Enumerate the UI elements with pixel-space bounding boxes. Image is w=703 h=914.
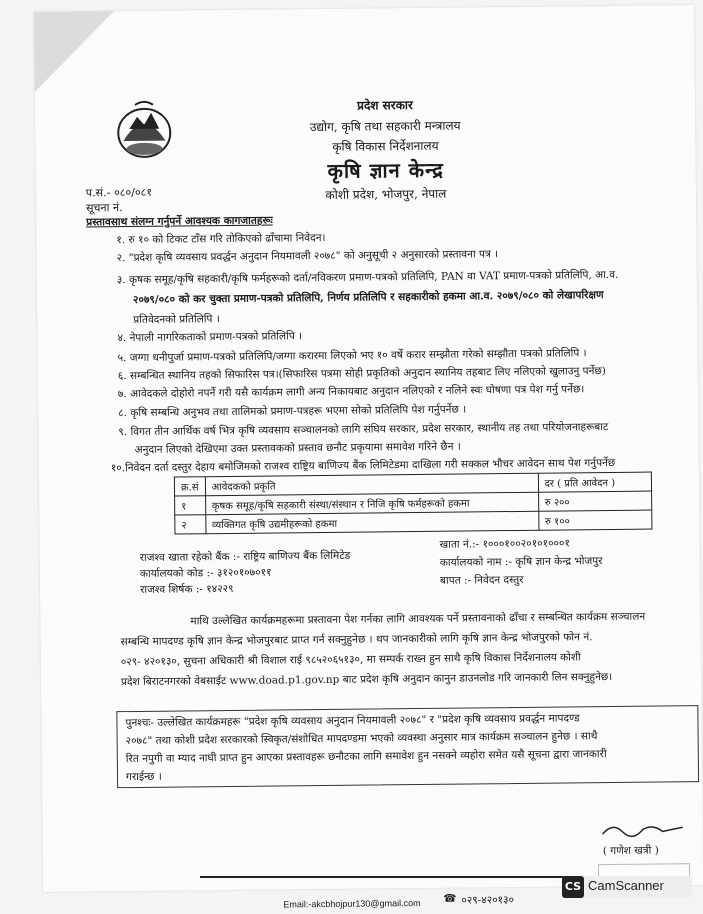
table-row (175, 510, 652, 534)
list-item: प्रतिवेदनको प्रतिलिपि । (133, 313, 220, 326)
list-item: १०.निवेदन दर्ता दस्तुर देहाय बमोजिमको राजश्व राष्ट्रिय बाणिज्य बैंक लिमिटेडमा दाखिला गरी सक्कल भौचर आवेदन साथ पेश गर्नुपर्नेछ (110, 456, 616, 475)
document-sheet (34, 5, 703, 910)
list-item: २०७९/०८० को कर चुक्ता प्रमाण-पत्रको प्रतिलिपि, निर्णय प्रतिलिपि र सहकारीको हकमा आ.व. २०७९/०८० को लेखापरिक्षण (132, 289, 604, 306)
account-number: खाता नं.:- १०००१००२०१०१०००१ (439, 537, 570, 551)
signatory-name: ( गणेश खत्री ) (602, 844, 659, 858)
revenue-heading: राजश्व शिर्षक :- १४२२९ (139, 582, 234, 596)
fee-table (174, 472, 652, 535)
list-item: १. रु १० को टिकट टाँस गरि तोकिएको ढाँचामा निवेदन। (116, 231, 326, 247)
telephone-icon: ☎ (443, 892, 457, 905)
postscript-line: २०७८" तथा कोशी प्रदेश सरकारको स्विकृत/संशोधित मापदण्डमा भएको व्यवस्था अनुसार मात्र कार्यक्रम सञ्चालन हुनेछ । साथै (125, 730, 598, 748)
list-item: ६. सम्बन्धित स्थानिय तहको सिफारिस पत्र।(सिफारिस पत्रमा सोही प्रकृतिको अनुदान स्थानिय तहबाट लिए नलिएको खुलाउनु पर्नेछ) (117, 365, 606, 383)
folded-corner (34, 11, 115, 92)
table-cell: रु १०० (538, 510, 651, 530)
office-phone: ०२९-४२०१३० (461, 894, 515, 907)
ministry-name: उद्योग, कृषि तथा सहकारी मन्त्रालय (309, 118, 461, 135)
table-header: आवेदकको प्रकृति (205, 473, 538, 495)
camscanner-watermark (562, 876, 692, 898)
postscript-line: पुनश्चः- उल्लेखित कार्यक्रमहरू "प्रदेश कृषि व्यवसाय अनुदान नियमावली २०७८" र "प्रदेश कृषि व्यवसाय प्रवर्द्धन मापदण्ड (125, 712, 580, 730)
list-item: ३. कृषक समूह/कृषि सहकारी/कृषि फर्महरूको दर्ता/नविकरण प्रमाण-पत्रको प्रतिलिपि, PAN वा VAT प्रमाण-पत्रको प्रतिलिपि, आ.व. (116, 268, 619, 287)
directorate-name: कृषि विकास निर्देशनालय (332, 138, 439, 154)
table-cell: रु २०० (538, 491, 651, 511)
province-government: प्रदेश सरकार (357, 98, 413, 113)
reference-number: प.सं.- ०८०/०८१ (85, 185, 153, 200)
camscanner-logo-icon: CS (562, 876, 584, 898)
paragraph-line: सम्बन्धि मापदण्ड कृषि ज्ञान केन्द्र भोजपुरबाट प्राप्त गर्न सक्नुहुनेछ । थप जानकारीको लागि कृषि ज्ञान केन्द्र भोजपुरको फोन नं. (120, 631, 593, 649)
office-name: कृषि ज्ञान केन्द्र (327, 157, 444, 183)
office-name-label: कार्यालयको नाम :- कृषि ज्ञान केन्द्र भोजपुर (439, 555, 603, 569)
office-email: Email:-akcbhojpur130@gmail.com (283, 898, 421, 910)
table-cell: २ (175, 515, 206, 534)
government-emblem-icon (115, 99, 174, 162)
list-item: ९. विगत तीन आर्थिक वर्ष भित्र कृषि व्यवसाय सञ्चालनको लागि संघिय सरकार, प्रदेश सरकार, स्थानीय तह तथा परियोजनाहरूबाट (118, 421, 609, 439)
office-address: कोशी प्रदेश, भोजपुर, नेपाल (325, 186, 447, 202)
postscript-line: रित नपुगी वा म्याद नाघी प्राप्त हुन आएका प्रस्तावहरू छनौटका लागि समावेश हुन नसक्ने व्यहोरा समेत यसै सूचना द्वारा जानकारी (125, 748, 607, 766)
letterhead (235, 95, 536, 204)
table-cell: व्यक्तिगत कृषि उद्यमीहरूको हकमा (205, 511, 538, 533)
camscanner-label: CamScanner (588, 878, 664, 893)
postscript-box (116, 705, 699, 788)
paragraph-line: ०२९- ४२०१३०, सुचना अधिकारी श्री विशाल राई ९८५२०६५१३०, मा सम्पर्क राख्न हुन साथै कृषि विकास निर्देशनालय कोशी (120, 651, 581, 669)
list-item: ४. नेपाली नागरिकताको प्रमाण-पत्रको प्रतिलिपि । (117, 330, 303, 345)
list-item: २. "प्रदेश कृषि व्यवसाय प्रवर्द्धन अनुदान नियमावली २०७८" को अनुसूची २ अनुसारको प्रस्तावना पत्र । (116, 248, 499, 265)
bank-name: राजश्व खाता रहेको बैंक :- राष्ट्रिय बाणिज्य बैंक लिमिटेड (139, 549, 351, 564)
handwritten-signature (597, 817, 687, 840)
paragraph-line: माथि उल्लेखित कार्यक्रमहरूमा प्रस्तावना पेश गर्नका लागि आवश्यक पर्ने प्रस्तावनाको ढाँचा र सम्बन्धित कार्यक्रम सञ्चालन (190, 610, 646, 628)
section-title: प्रस्तावसाथ संलग्न गर्नुपर्ने आवश्यक कागजातहरूः (86, 214, 273, 229)
table-header: क्र.सं (174, 477, 205, 496)
table-cell: कृषक समूह/कृषि सहकारी संस्था/संस्थान र निजि कृषि फर्महरूको हकमा (205, 492, 538, 514)
office-code: कार्यालयको कोड :- ३१२०१०७०११ (139, 566, 272, 580)
table-cell: १ (175, 496, 206, 515)
fee-purpose: बापत :- निवेदन दस्तुर (439, 573, 524, 587)
list-item: ७. आवेदकले दोहोरो नपर्ने गरी यसै कार्यक्रम लागी अन्य निकायबाट अनुदान नलिएको र नलिने स्वः घोषणा पत्र पेश गर्नु पर्नेछ। (117, 383, 585, 401)
table-header: दर ( प्रति आवेदन ) (538, 472, 651, 492)
list-item: अनुदान लिएको देखिएमा उक्त प्रस्तावकको प्रस्ताव छनौट प्रकृयामा समावेश गरिने छैन । (134, 440, 461, 456)
list-item: ५. जग्गा धनीपुर्जा प्रमाण-पत्रको प्रतिलिपि/जग्गा करारमा लिएको भए १० वर्षे करार सम्झौता गरेको सम्झौता पत्रको प्रतिलिपि । (117, 347, 587, 365)
paragraph-line: प्रदेश बिराटनगरको वेबसाईट www.doad.p1.gov.np बाट प्रदेश कृषि अनुदान कानुन डाउनलोड गरि जानकारी लिन सक्नुहुनेछ। (120, 670, 613, 689)
postscript-line: गराईन्छ । (125, 770, 162, 784)
notice-number: सूचना नं. (85, 201, 123, 215)
list-item: ८. कृषि सम्बन्धि अनुभव तथा तालिमको प्रमाण-पत्रहरू भएमा सोको प्रतिलिपि पेश गर्नुपर्नेछ । (118, 403, 467, 420)
